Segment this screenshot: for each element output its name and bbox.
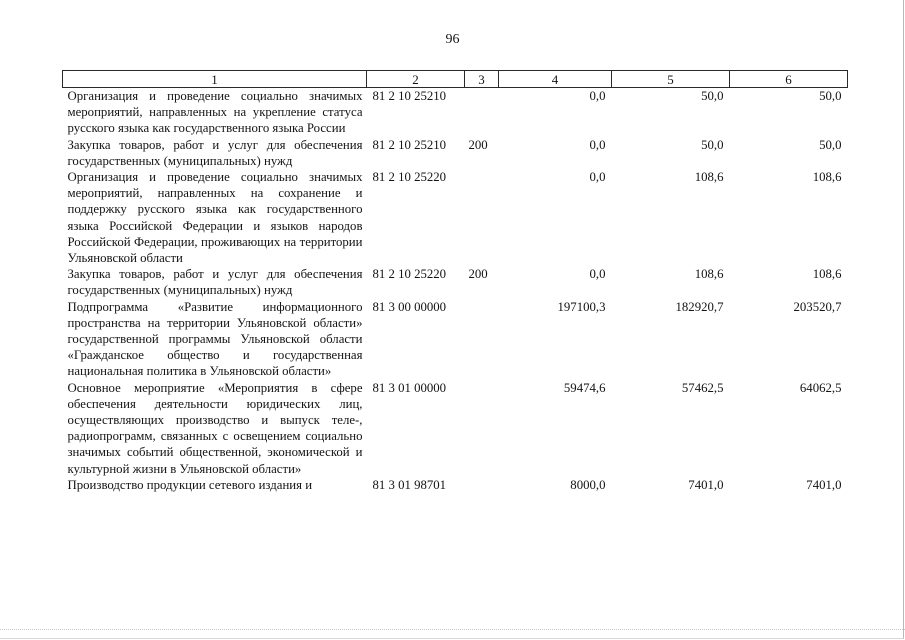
row-value-3: 64062,5 (799, 380, 842, 395)
header-col-1: 1 (63, 71, 367, 88)
row-value-2: 7401,0 (688, 477, 724, 492)
row-expense-type: 200 (468, 267, 488, 282)
row-name: Основное мероприятие «Мероприятия в сфере обеспечения деятельности юридических лиц, осуществляющих производство и выпуск теле-, радиопрограмм, связанных с освещением социально значимых событий общественной, экономической и культурной жизни в Ульяновской области» (67, 380, 363, 476)
row-value-2: 50,0 (701, 137, 724, 152)
table-body (63, 88, 848, 494)
row-name: Производство продукции сетевого издания и (67, 477, 313, 492)
header-col-5: 5 (612, 71, 730, 88)
table-row (63, 477, 848, 493)
row-value-1: 59474,6 (563, 380, 606, 395)
table-row (63, 88, 848, 137)
table-row (63, 137, 848, 169)
row-value-1: 0,0 (589, 267, 606, 282)
header-row (63, 71, 848, 88)
row-value-1: 0,0 (589, 89, 606, 103)
header-col-2: 2 (367, 71, 465, 88)
header-col-4: 4 (499, 71, 612, 88)
row-value-2: 50,0 (701, 89, 724, 103)
row-value-3: 50,0 (819, 137, 842, 152)
row-name: Подпрограмма «Развитие информационного пространства на территории Ульяновской области» государственной программы Ульяновской области «Гражданское общество и государственная национальная политика в Ульяновской области» (67, 299, 363, 379)
page-number: 96 (445, 32, 460, 47)
table-header (63, 71, 848, 88)
row-expense-type (465, 88, 499, 137)
row-value-1: 197100,3 (557, 299, 606, 314)
row-expense-type (465, 299, 499, 380)
row-name: Закупка товаров, работ и услуг для обеспечения государственных (муниципальных) нужд (67, 267, 363, 298)
row-expense-type (465, 169, 499, 266)
row-expense-type: 200 (468, 137, 488, 152)
row-value-1: 0,0 (589, 137, 606, 152)
row-value-2: 182920,7 (675, 299, 724, 314)
row-code: 81 3 00 00000 (372, 299, 447, 314)
budget-table (62, 70, 848, 493)
row-value-1: 8000,0 (570, 477, 606, 492)
row-value-2: 57462,5 (681, 380, 724, 395)
table-row (63, 169, 848, 266)
row-value-3: 50,0 (819, 89, 842, 103)
row-value-3: 108,6 (812, 170, 842, 185)
row-code: 81 2 10 25210 (372, 89, 447, 103)
row-value-3: 203520,7 (793, 299, 842, 314)
table-row (63, 380, 848, 477)
row-code: 81 2 10 25220 (372, 267, 447, 282)
row-code: 81 2 10 25220 (372, 170, 447, 185)
row-value-2: 108,6 (694, 170, 724, 185)
row-value-3: 108,6 (812, 267, 842, 282)
bottom-edge-dots (0, 629, 905, 631)
row-expense-type (465, 477, 499, 493)
row-code: 81 2 10 25210 (372, 137, 447, 152)
row-expense-type (465, 380, 499, 477)
row-code: 81 3 01 00000 (372, 380, 447, 395)
row-value-2: 108,6 (694, 267, 724, 282)
header-col-3: 3 (465, 71, 499, 88)
row-name: Организация и проведение социально значимых мероприятий, направленных на сохранение и поддержку русского языка как государственного языка Российской Федерации и языков народов Российской Федерации, проживающих на территории Ульяновской области (67, 170, 363, 266)
table-row (63, 266, 848, 298)
row-name: Закупка товаров, работ и услуг для обеспечения государственных (муниципальных) нужд (67, 137, 363, 168)
row-code: 81 3 01 98701 (372, 477, 447, 492)
row-value-1: 0,0 (589, 170, 606, 185)
row-name: Организация и проведение социально значимых мероприятий, направленных на укрепление статуса русского языка как государственного языка России (67, 89, 363, 136)
table-row (63, 299, 848, 380)
header-col-6: 6 (730, 71, 848, 88)
row-value-3: 7401,0 (806, 477, 842, 492)
